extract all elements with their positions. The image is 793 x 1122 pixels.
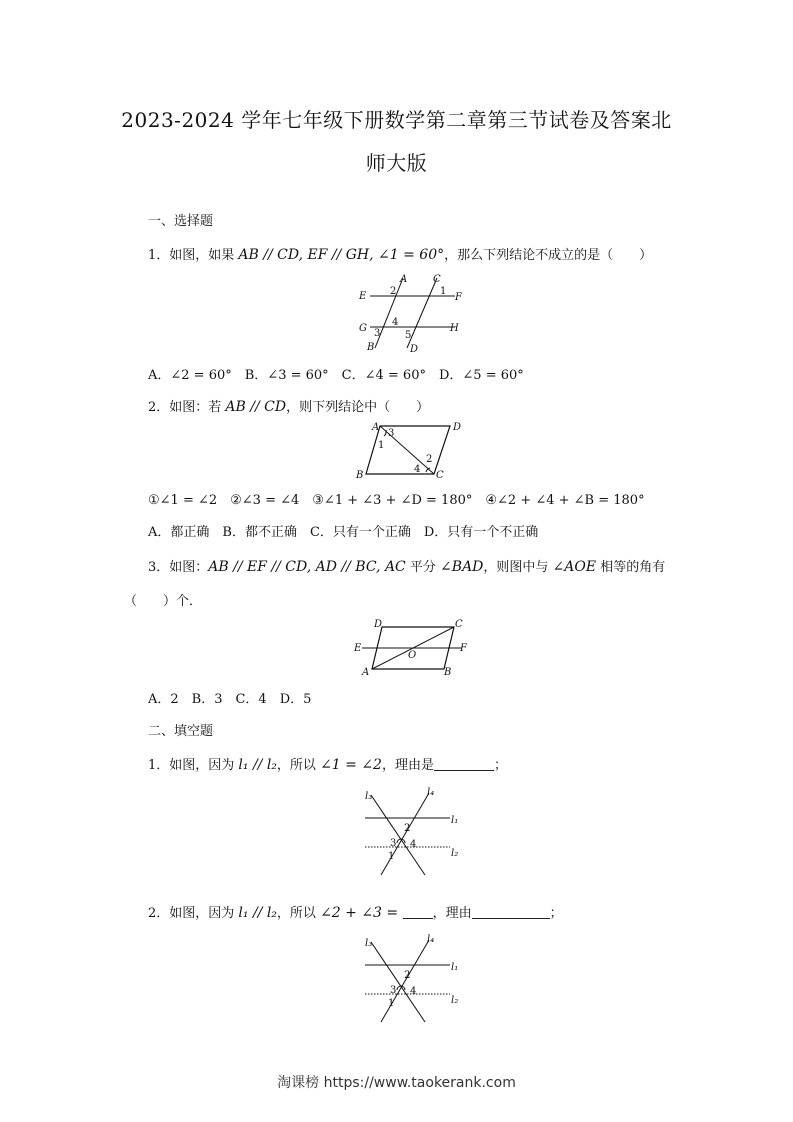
fig3-label-e: E bbox=[354, 643, 362, 654]
s1-q3-tail: 相等的角有 bbox=[596, 560, 666, 575]
s1-q1-suffix: ，那么下列结论不成立的是（ ） bbox=[444, 248, 653, 263]
s1-q2-math: AB // CD bbox=[225, 399, 287, 415]
fig4-label-l4: l₄ bbox=[427, 787, 435, 798]
s2-q1-math: l₁ // l₂ bbox=[238, 757, 277, 773]
fig3-label-o: O bbox=[408, 650, 417, 661]
fig5-label-l2: l₂ bbox=[451, 995, 459, 1006]
s1-q3-options: A．2 B．3 C．4 D．5 bbox=[148, 692, 312, 707]
section1-heading: 一、选择题 bbox=[148, 214, 214, 229]
s2-q2-sum-blank[interactable] bbox=[403, 906, 433, 919]
s1-q3-prefix: 3．如图： bbox=[148, 560, 209, 575]
s1-q2-prefix: 2．如图：若 bbox=[148, 400, 226, 415]
fig5-label-l1: l₁ bbox=[451, 962, 459, 973]
doc-title-line1: 2023-2024 学年七年级下册数学第二章第三节试卷及答案北 bbox=[121, 108, 672, 132]
fig1-label-h: H bbox=[450, 323, 459, 334]
s1-q3-mid: 平分 bbox=[405, 560, 441, 575]
figure-5 bbox=[355, 932, 470, 1027]
fig1-label-a: A bbox=[400, 274, 408, 285]
figure-1 bbox=[355, 270, 465, 356]
fig1-label-c: C bbox=[433, 274, 441, 285]
s1-q2-statements: ①∠1 = ∠2 ②∠3 = ∠4 ③∠1 + ∠3 + ∠D = 180° ④∠2 + ∠4 + ∠B = 180° bbox=[148, 493, 645, 508]
figure-4 bbox=[355, 785, 470, 880]
s1-q1-options: A．∠2 = 60° B．∠3 = 60° C．∠4 = 60° D．∠5 = 60° bbox=[148, 368, 524, 383]
fig2-label-3: 3 bbox=[388, 428, 395, 439]
s1-q3-math3: ∠AOE bbox=[552, 559, 597, 575]
s2-q1-end: ； bbox=[493, 758, 507, 773]
s2-q2-math: l₁ // l₂ bbox=[238, 905, 277, 921]
fig1-label-2: 2 bbox=[390, 286, 397, 297]
figure-2 bbox=[350, 418, 470, 482]
s1-q3-line2: （ ）个． bbox=[124, 594, 203, 609]
figure-3 bbox=[350, 617, 470, 679]
s2-q2-stem bbox=[148, 902, 563, 921]
s1-q1-math: AB // CD, EF // GH, ∠1 = 60° bbox=[238, 247, 445, 263]
fig1-label-e: E bbox=[359, 291, 367, 302]
fig2-label-d: D bbox=[453, 422, 462, 433]
s2-q2-math2: ∠2 + ∠3 = bbox=[320, 905, 403, 921]
fig2-label-1: 1 bbox=[378, 440, 385, 451]
fig1-label-b: B bbox=[367, 342, 375, 353]
s2-q2-mid: ，所以 bbox=[276, 906, 321, 921]
fig4-label-l1: l₁ bbox=[451, 815, 459, 826]
s1-q2-stem bbox=[148, 396, 429, 415]
s2-q1-math2: ∠1 = ∠2 bbox=[320, 757, 382, 773]
fig3-label-a: A bbox=[362, 667, 370, 678]
fig4-label-1: 1 bbox=[388, 851, 395, 862]
fig5-label-1: 1 bbox=[388, 998, 395, 1009]
s1-q1-prefix: 1．如图，如果 bbox=[148, 248, 239, 263]
fig3-label-d: D bbox=[374, 619, 383, 630]
fig5-label-4: 4 bbox=[410, 986, 417, 997]
fig5-label-l3: l₃ bbox=[365, 938, 373, 949]
fig3-label-f: F bbox=[460, 643, 467, 654]
s2-q2-end: ； bbox=[549, 906, 563, 921]
fig1-label-d: D bbox=[410, 344, 419, 355]
fig1-label-f: F bbox=[455, 292, 462, 303]
s2-q1-prefix: 1．如图，因为 bbox=[148, 758, 239, 773]
doc-title-line2: 师大版 bbox=[365, 151, 428, 175]
s1-q2-suffix: ，则下列结论中（ ） bbox=[286, 400, 430, 415]
s2-q1-mid: ，所以 bbox=[276, 758, 321, 773]
fig2-label-b: B bbox=[356, 470, 364, 481]
fig5-label-l4: l₄ bbox=[427, 934, 435, 945]
s2-q1-stem bbox=[148, 754, 507, 773]
footer-watermark: 淘课榜 https://www.taokerank.com bbox=[277, 1075, 516, 1091]
s2-q2-mid2: ，理由 bbox=[432, 906, 472, 921]
s2-q2-prefix: 2．如图，因为 bbox=[148, 906, 239, 921]
fig1-label-3: 3 bbox=[374, 328, 381, 339]
fig4-label-l3: l₃ bbox=[365, 791, 373, 802]
s1-q1-stem bbox=[148, 244, 652, 263]
fig5-label-3: 3 bbox=[390, 985, 397, 996]
s1-q2-options: A．都正确 B．都不正确 C．只有一个正确 D．只有一个不正确 bbox=[148, 525, 539, 540]
fig4-label-2: 2 bbox=[404, 823, 411, 834]
fig1-label-g: G bbox=[359, 323, 367, 334]
fig2-label-4: 4 bbox=[414, 464, 421, 475]
s1-q3-suffix: ，则图中与 bbox=[483, 560, 553, 575]
fig2-label-a: A bbox=[372, 422, 380, 433]
s1-q3-math2: ∠BAD bbox=[440, 559, 484, 575]
fig4-label-l2: l₂ bbox=[451, 848, 459, 859]
s1-q3-math1: AB // EF // CD, AD // BC, AC bbox=[208, 559, 406, 575]
fig3-label-c: C bbox=[455, 619, 463, 630]
s2-q2-reason-blank[interactable] bbox=[472, 906, 550, 919]
fig4-label-4: 4 bbox=[410, 839, 417, 850]
fig2-label-2: 2 bbox=[426, 454, 433, 465]
fig2-label-c: C bbox=[436, 470, 444, 481]
fig5-label-2: 2 bbox=[404, 970, 411, 981]
fig4-label-3: 3 bbox=[390, 838, 397, 849]
fig1-label-4: 4 bbox=[392, 317, 399, 328]
section2-heading: 二、填空题 bbox=[148, 724, 214, 739]
fig3-label-b: B bbox=[444, 667, 452, 678]
fig1-label-5: 5 bbox=[405, 330, 412, 341]
fig1-label-1: 1 bbox=[440, 286, 447, 297]
s2-q1-suffix: ，理由是 bbox=[381, 758, 434, 773]
s2-q1-answer-blank[interactable] bbox=[434, 758, 494, 771]
s1-q3-stem bbox=[148, 556, 665, 575]
